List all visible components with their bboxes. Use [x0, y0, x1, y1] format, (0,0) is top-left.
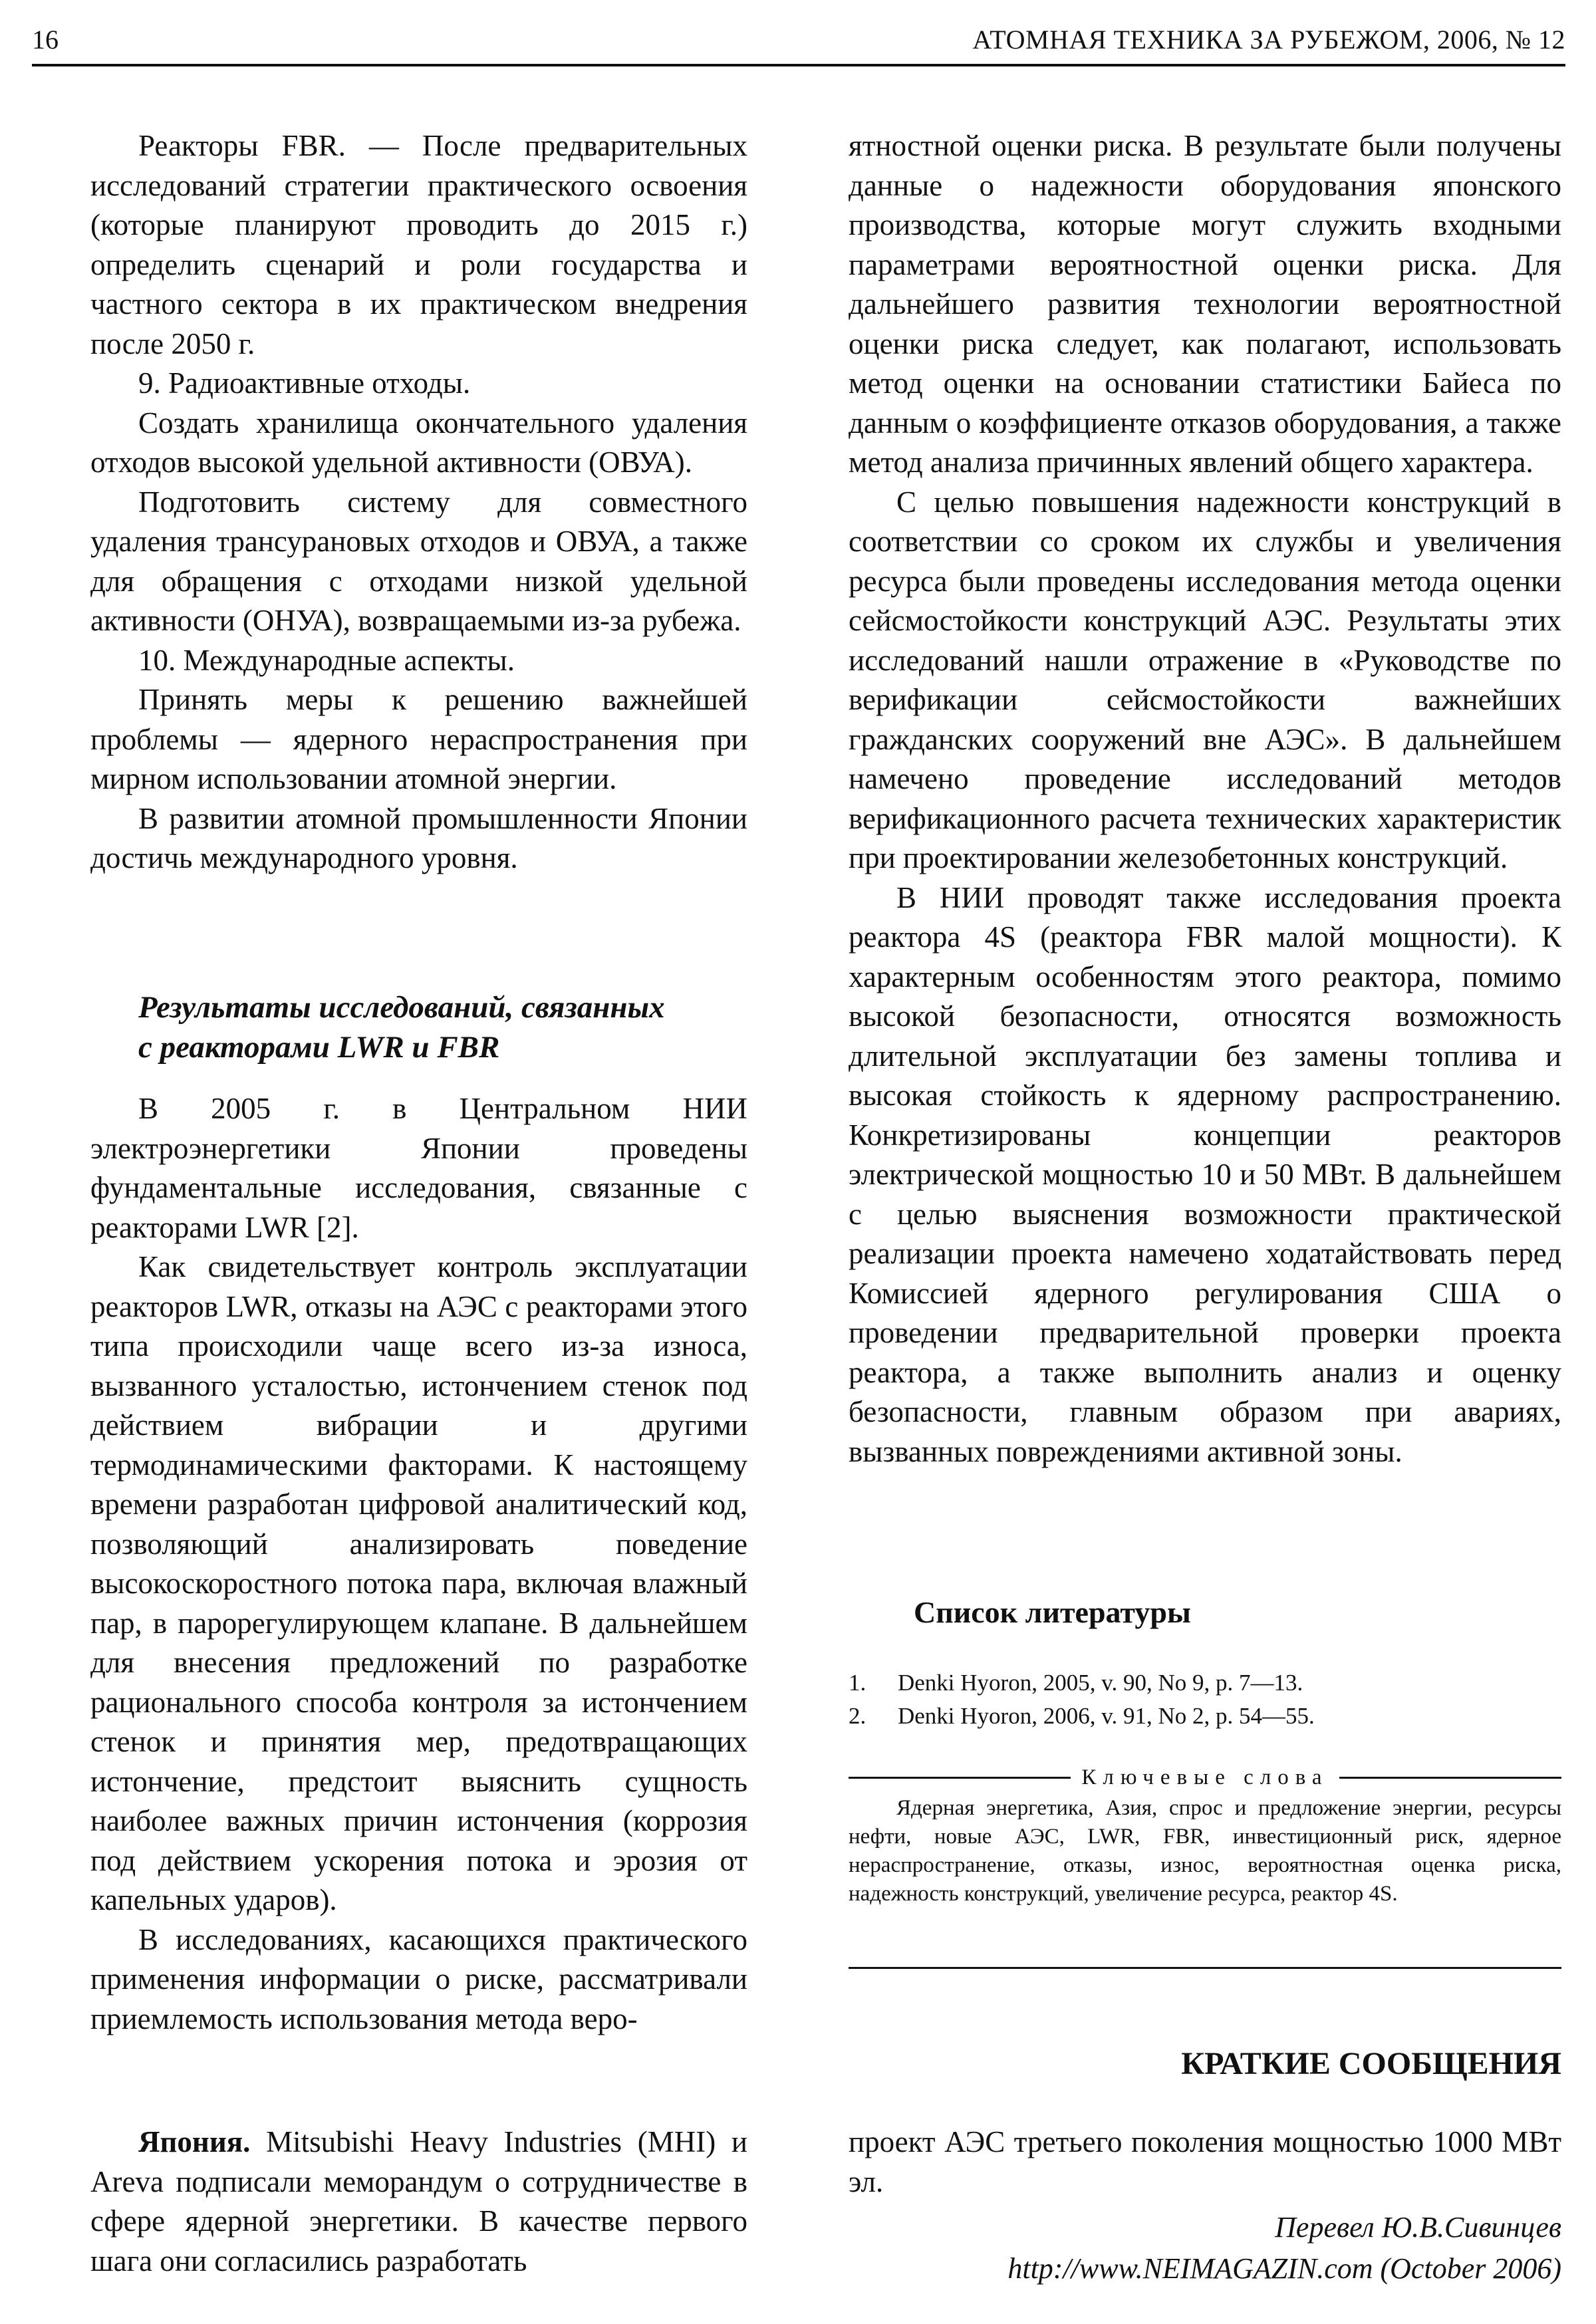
paragraph: С целью повышения надежности конструкций в соответствии со сроком их службы и увеличения ресурса были проведены исследования метода оценки сейсмостойкости конструкций АЭС. Результаты этих исследований нашли отражение в «Руководстве по верификации сейсмостойкости важнейших гражданских сооружений вне АЭС». В дальнейшем намечено проведение исследований методов верификационного расчета технических характеристик при проектировании железобетонных конструкций. [849, 485, 1561, 874]
section-heading-line: Результаты исследований, связанных [138, 990, 665, 1025]
paragraph: Принять меры к решению важнейшей проблемы — ядерного нераспространения при мирном использовании атомной энергии. [90, 683, 747, 795]
right-column [849, 126, 1561, 1472]
reference-item [849, 1700, 1561, 1733]
paragraph: Реакторы FBR. — После предварительных исследований стратегии практического освоения (которые планируют проводить до 2015 г.) определить сценарий и роли государства и частного сектора в их практическом внедрения после 2050 г. [90, 129, 747, 360]
reference-text: Denki Hyoron, 2005, v. 90, No 9, p. 7—13. [898, 1670, 1303, 1696]
journal-title: АТОМНАЯ ТЕХНИКА ЗА РУБЕЖОМ, 2006, № 12 [972, 25, 1565, 55]
news-country: Япония. [138, 2125, 251, 2158]
brief-news-left [90, 2123, 747, 2281]
divider [849, 1777, 1071, 1779]
references-list [849, 1666, 1561, 1733]
paragraph: Подготовить систему для совместного удаления трансурановых отходов и ОВУА, а также для обращения с отходами низкой удельной активности (ОНУА), возвращаемыми из-за рубежа. [90, 485, 747, 637]
left-column-top [90, 126, 747, 878]
reference-number: 2. [849, 1703, 866, 1729]
brief-news-heading: КРАТКИЕ СООБЩЕНИЯ [1181, 2046, 1561, 2081]
reference-number: 1. [849, 1670, 866, 1696]
paragraph: 10. Международные аспекты. [138, 643, 515, 677]
left-column-bottom [90, 1089, 747, 2039]
paragraph: Создать хранилища окончательного удаления отходов высокой удельной активности (ОВУА). [90, 406, 747, 479]
section-heading-line: с реакторами LWR и FBR [138, 1029, 500, 1065]
paragraph: В 2005 г. в Центральном НИИ электроэнергетики Японии проведены фундаментальные исследования, связанные с реакторами LWR [2]. [90, 1092, 747, 1244]
source-link: http://www.NEIMAGAZIN.com (October 2006) [1007, 2252, 1561, 2285]
divider [849, 1967, 1561, 1969]
section-heading [90, 988, 747, 1067]
keywords-text: Ядерная энергетика, Азия, спрос и предложение энергии, ресурсы нефти, новые АЭС, LWR, FBR, инвестиционный риск, ядерное нераспространение, отказы, износ, вероятностная оценка риска, надежность конструкций, увеличение ресурса, реактор 4S. [849, 1796, 1561, 1906]
paragraph: 9. Радиоактивные отходы. [138, 366, 471, 400]
divider [1339, 1777, 1561, 1779]
paragraph: Как свидетельствует контроль эксплуатации реакторов LWR, отказы на АЭС с реакторами этого типа происходили чаще всего из-за износа, вызванного усталостью, истончением стенок под действием вибрации и другими термодинамическими факторами. К настоящему времени разработан цифровой аналитический код, позволяющий анализировать поведение высокоскоростного потока пара, включая влажный пар, в парорегулирующем клапане. В дальнейшем для внесения предложений по разработке рационального способа контроля за истончением стенок и принятия мер, предотвращающих истончение, предстоит выяснить сущность наиболее важных причин истончения (коррозия под действием ускорения потока и эрозия от капельных ударов). [90, 1250, 747, 1916]
keywords-label: Ключевые слова [1081, 1765, 1329, 1789]
brief-news-right: проект АЭС третьего поколения мощностью 1000 МВт эл. [849, 2125, 1561, 2198]
paragraph: В исследованиях, касающихся практического применения информации о риске, рассматривали приемлемость использования метода веро- [90, 1922, 747, 2035]
page-number: 16 [32, 25, 59, 55]
news-text: Mitsubishi Heavy Industries (MHI) и Areva подписали меморандум о сотрудничестве в сфере ядерной энергетики. В качестве первого шага они согласились разработать [90, 2125, 747, 2277]
reference-text: Denki Hyoron, 2006, v. 91, No 2, p. 54—55. [898, 1703, 1315, 1729]
reference-item [849, 1666, 1561, 1700]
keywords-heading [849, 1761, 1561, 1794]
references-title: Список литературы [914, 1595, 1191, 1629]
page-header [32, 20, 1565, 66]
paragraph: ятностной оценки риска. В результате были получены данные о надежности оборудования японского производства, которые могут служить входными параметрами вероятностной оценки риска. Для дальнейшего развития технологии вероятностной оценки риска следует, как полагают, использовать метод оценки на основании статистики Байеса по данным о коэффициенте отказов оборудования, а также метод анализа причинных явлений общего характера. [849, 129, 1561, 479]
paragraph: В развитии атомной промышленности Японии достичь международного уровня. [90, 801, 747, 874]
translator-credit: Перевел Ю.В.Сивинцев [1275, 2211, 1561, 2244]
paragraph: В НИИ проводят также исследования проекта реактора 4S (реактора FBR малой мощности). К характерным особенностям этого реактора, помимо высокой безопасности, относятся возможность длительной эксплуатации без замены топлива и высокая стойкость к ядерному распространению. Конкретизированы концепции реакторов электрической мощностью 10 и 50 МВт. В дальнейшем с целью выяснения возможности практической реализации проекта намечено ходатайствовать перед Комиссией ядерного регулирования США о проведении предварительной проверки проекта реактора, а также выполнить анализ и оценку безопасности, главным образом при авариях, вызванных повреждениями активной зоны. [849, 880, 1561, 1468]
